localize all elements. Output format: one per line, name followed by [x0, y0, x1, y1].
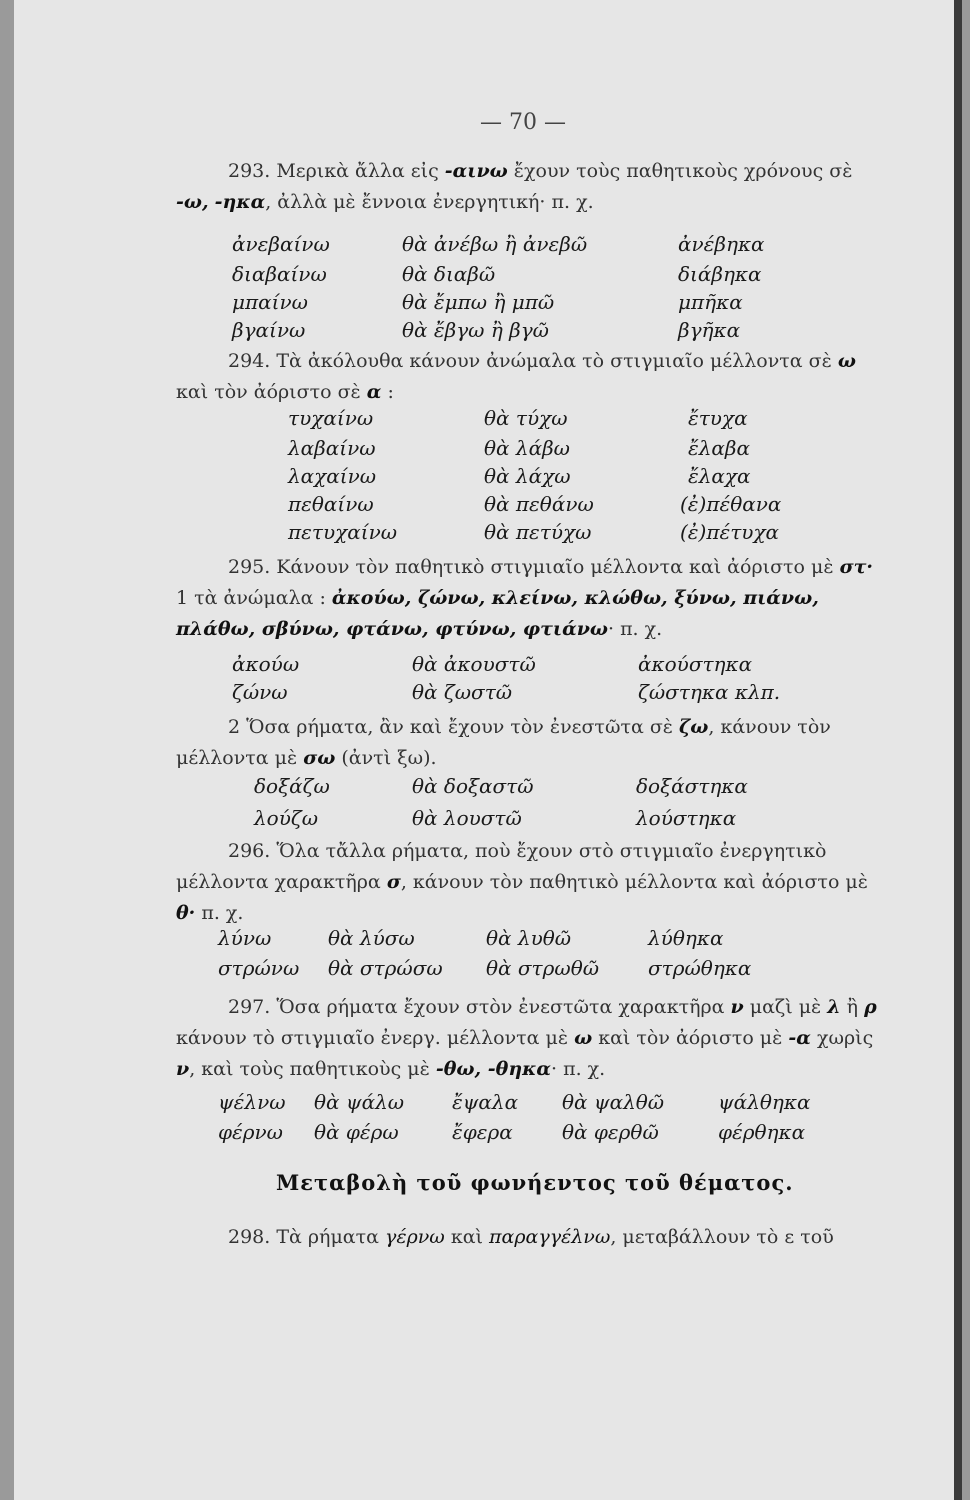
paragraph-297: 297. Ὅσα ρήματα ἔχουν στὸν ἐνεστῶτα χαρακτῆρα ν μαζὶ μὲ λ ἢ ρ κάνουν τὸ στιγμιαῖο ἐνεργ. μέλλοντα μὲ ω καὶ τὸν ἀόριστο μὲ -α χωρὶς ν, καὶ τοὺς παθητικοὺς μὲ -θω, -θηκα· π. χ. [176, 996, 877, 1080]
paragraph-294: 294. Τὰ ἀκόλουθα κάνουν ἀνώμαλα τὸ στιγμιαῖο μέλλοντα σὲ ω καὶ τὸν ἀόριστο σὲ α : [176, 350, 856, 403]
table-row: πετυχαίνω θὰ πετύχω (ἐ)πέτυχα [288, 520, 780, 544]
table-row: διαβαίνω θὰ διαβῶ διάβηκα [232, 262, 762, 286]
page-number: — 70 — [480, 110, 566, 135]
table-row: στρώνω θὰ στρώσω θὰ στρωθῶ στρώθηκα [218, 956, 752, 980]
table-row: ψέλνω θὰ ψάλω ἔψαλα θὰ ψαλθῶ ψάλθηκα [218, 1090, 811, 1114]
section-heading: Μεταβολὴ τοῦ φωνήεντος τοῦ θέματος. [276, 1170, 794, 1195]
paragraph-295-1: 295. Κάνουν τὸν παθητικὸ στιγμιαῖο μέλλοντα καὶ ἀόριστο μὲ στ· 1 τὰ ἀνώμαλα : ἀκούω, ζώνω, κλείνω, κλώθω, ξύνω, πιάνω, πλάθω, σβύνω, φτάνω, φτύνω, φτιάνω· π. χ. [176, 556, 874, 640]
table-row: λαχαίνω θὰ λάχω ἔλαχα [288, 464, 751, 488]
table-row: πεθαίνω θὰ πεθάνω (ἐ)πέθανα [288, 492, 782, 516]
table-row: βγαίνω θὰ ἔβγω ἢ βγῶ βγῆκα [232, 318, 741, 342]
table-row: τυχαίνω θὰ τύχω ἔτυχα [288, 406, 748, 430]
table-row: φέρνω θὰ φέρω ἔφερα θὰ φερθῶ φέρθηκα [218, 1120, 806, 1144]
table-row: ζώνω θὰ ζωστῶ ζώστηκα κλπ. [232, 680, 781, 704]
paragraph-298: 298. Τὰ ρήματα γέρνω καὶ παραγγέλνω, μεταβάλλουν τὸ ε τοῦ [228, 1226, 834, 1248]
paragraph-293: 293. Μερικὰ ἄλλα εἰς -αινω ἔχουν τοὺς παθητικοὺς χρόνους σὲ -ω, -ηκα, ἀλλὰ μὲ ἔννοια ἐνεργητική· π. χ. [176, 160, 853, 213]
table-row: ἀκούω θὰ ἀκουστῶ ἀκούστηκα [232, 652, 753, 676]
table-row: μπαίνω θὰ ἔμπω ἢ μπῶ μπῆκα [232, 290, 743, 314]
table-row: λαβαίνω θὰ λάβω ἔλαβα [288, 436, 750, 460]
table-row: δοξάζω θὰ δοξαστῶ δοξάστηκα [254, 774, 748, 798]
table-row: ἀνεβαίνω θὰ ἀνέβω ἢ ἀνεβῶ ἀνέβηκα [232, 232, 765, 256]
book-page [14, 0, 962, 1500]
paragraph-296: 296. Ὅλα τἄλλα ρήματα, ποὺ ἔχουν στὸ στιγμιαῖο ἐνεργητικὸ μέλλοντα χαρακτῆρα σ, κάνουν τὸν παθητικὸ μέλλοντα καὶ ἀόριστο μὲ θ· π. χ. [176, 840, 868, 924]
paragraph-295-2: 2 Ὅσα ρήματα, ἂν καὶ ἔχουν τὸν ἐνεστῶτα σὲ ζω, κάνουν τὸν μέλλοντα μὲ σω (ἀντὶ ξω). [176, 716, 831, 769]
page-content [14, 0, 962, 1500]
table-row: λύνω θὰ λύσω θὰ λυθῶ λύθηκα [218, 926, 724, 950]
table-row: λούζω θὰ λουστῶ λούστηκα [254, 806, 737, 830]
